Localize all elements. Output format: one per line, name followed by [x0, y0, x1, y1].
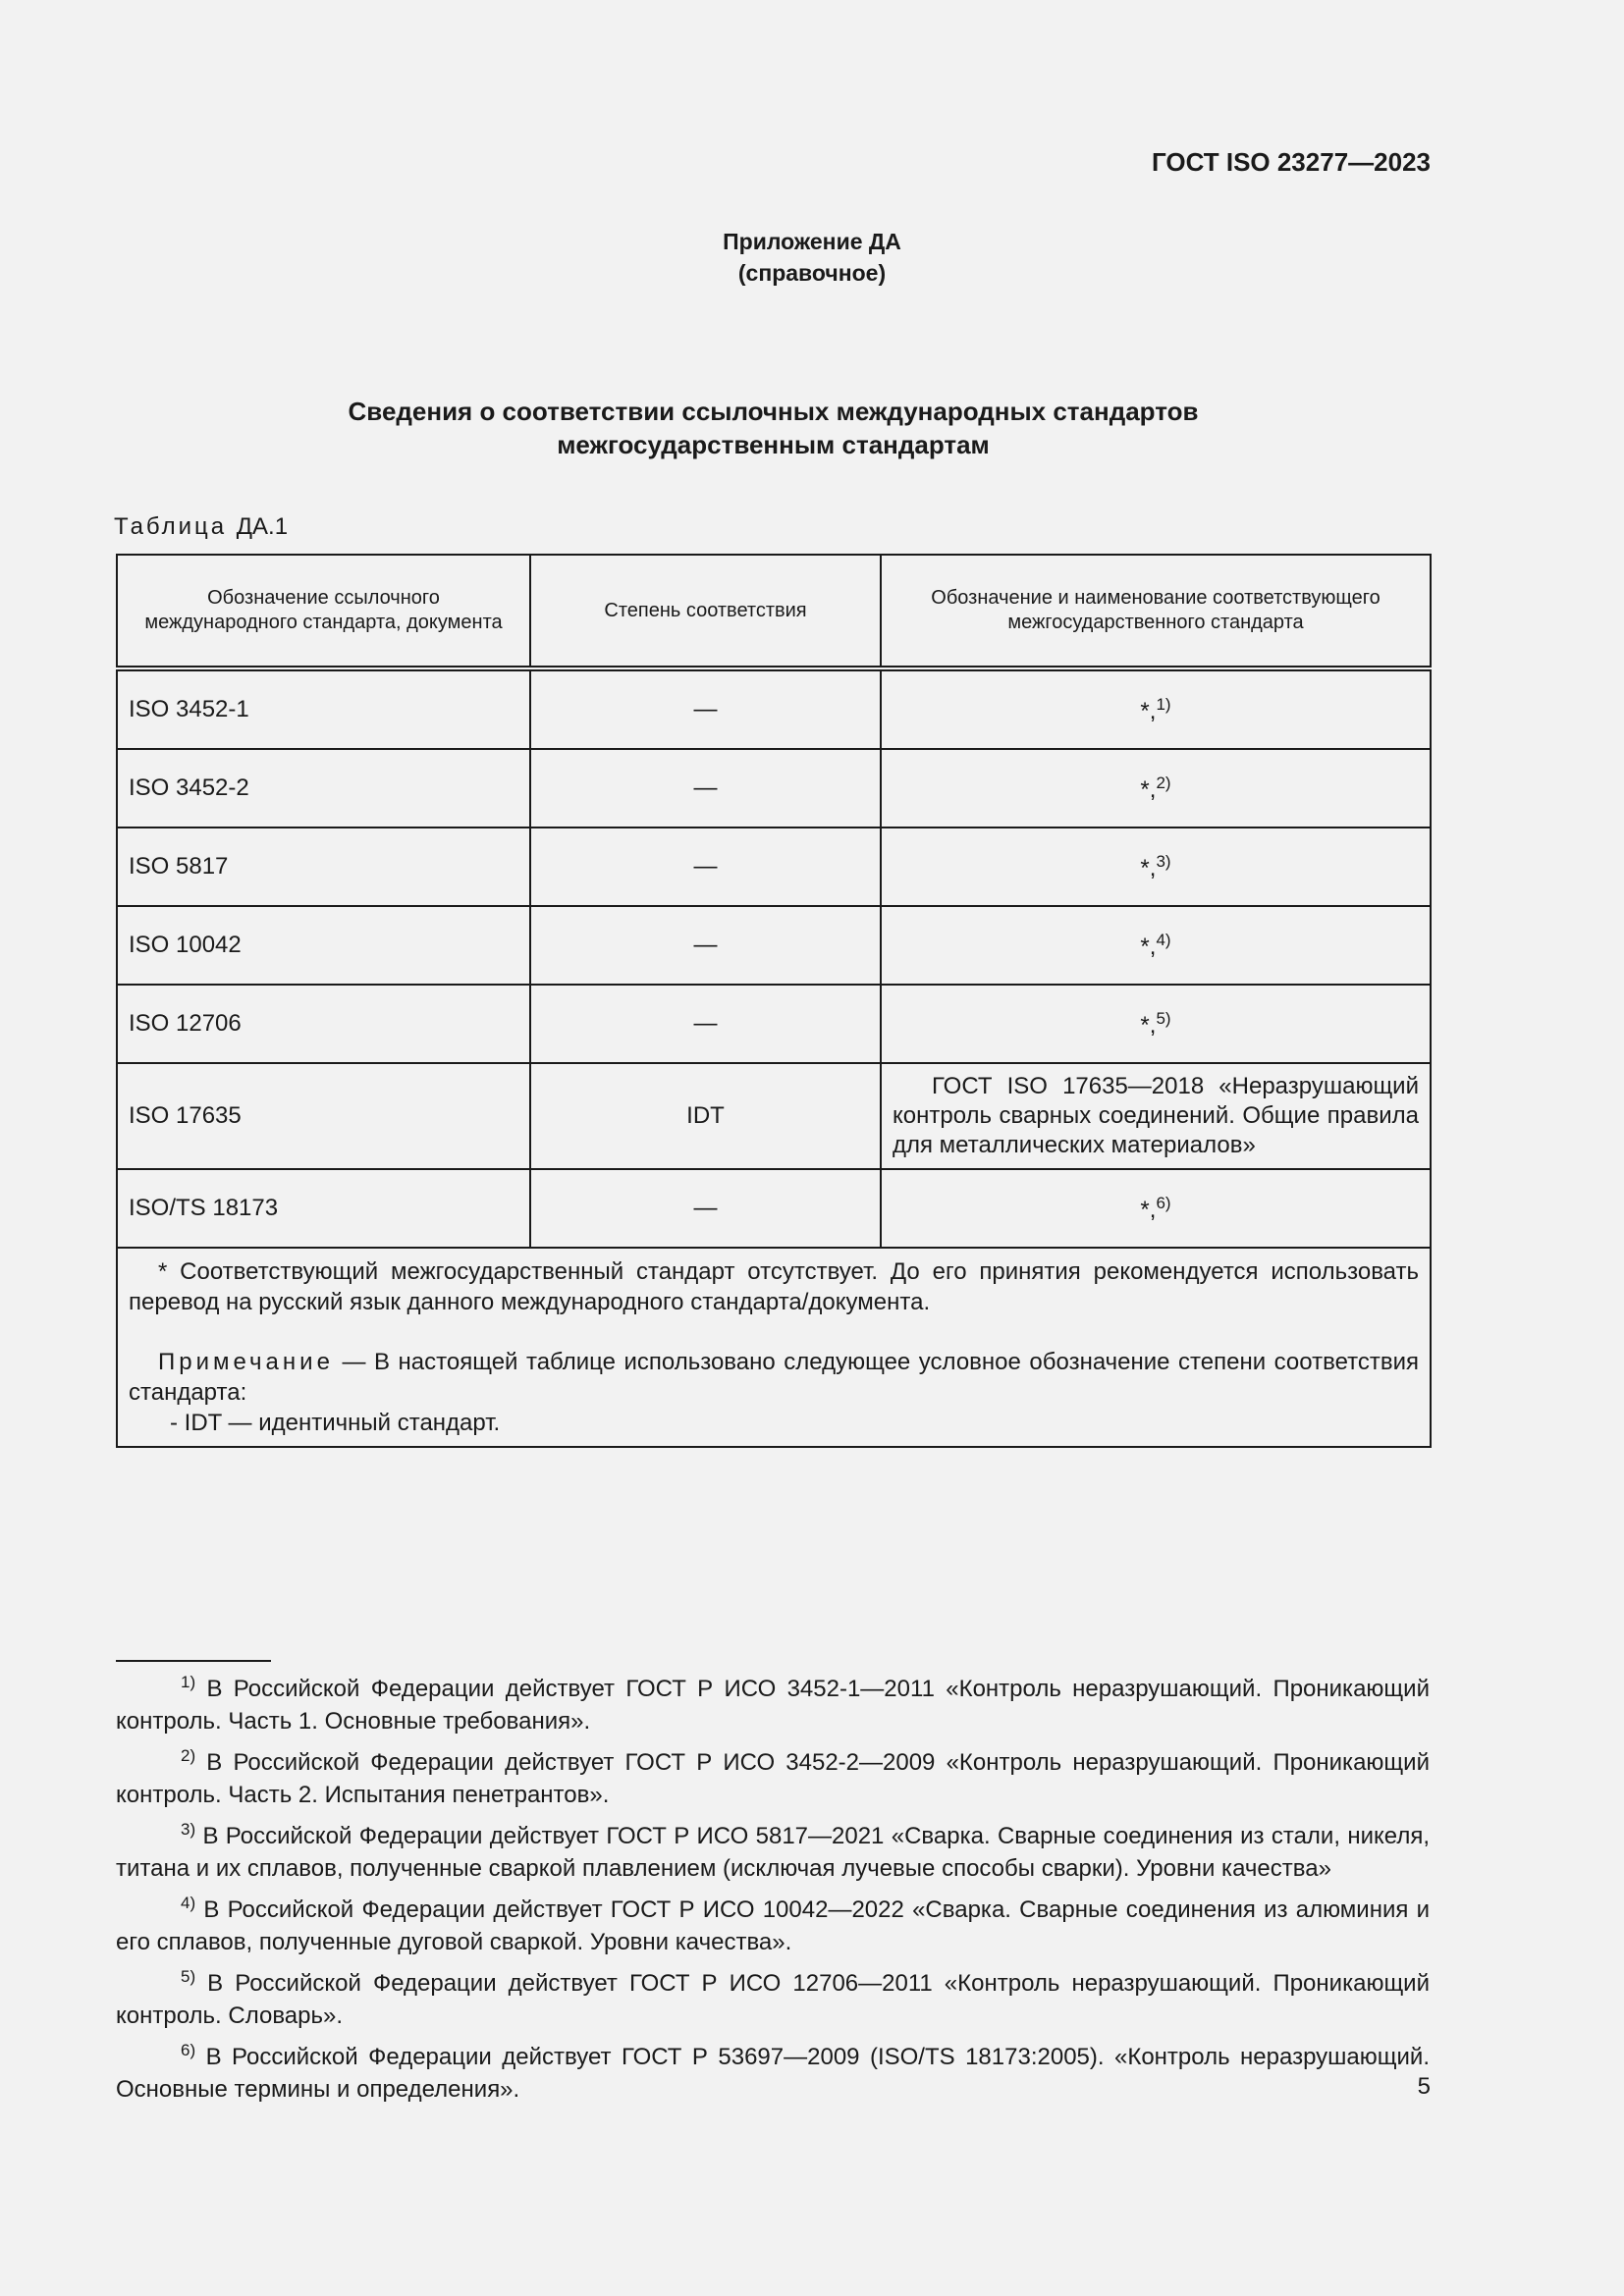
- footnote-text: В Российской Федерации действует ГОСТ Р ИСО 12706—2011 «Контроль неразрушающий. Проникающий контроль. Словарь».: [116, 1970, 1430, 2029]
- header-reference-standard: Обозначение ссылочного международного стандарта, документа: [117, 555, 530, 668]
- table-row: [117, 906, 1431, 985]
- header-degree: Степень соответствия: [530, 555, 881, 668]
- cell-degree: —: [530, 985, 881, 1063]
- footnote: [116, 1960, 1430, 2032]
- note-bullet: - IDT — идентичный стандарт.: [170, 1410, 501, 1436]
- section-title-line-1: Сведения о соответствии ссылочных международных стандартов: [348, 397, 1199, 426]
- cell-national: [881, 828, 1431, 906]
- footnote: [116, 1887, 1430, 1958]
- note-asterisk: * Соответствующий межгосударственный стандарт отсутствует. До его принятия рекомендуется использовать перевод на русский язык данного международного стандарта/документа.: [129, 1258, 1419, 1315]
- cell-national-text: *,: [1140, 933, 1157, 960]
- annex-title: Приложение ДА: [723, 229, 901, 254]
- cell-reference: ISO 3452-2: [117, 749, 530, 828]
- note-text: — В настоящей таблице использовано следующее условное обозначение степени соответствия стандарта:: [129, 1349, 1419, 1406]
- note-label: Примечание: [158, 1349, 334, 1375]
- footnote-ref: 1): [1156, 694, 1171, 714]
- footnote-mark: 1): [181, 1673, 196, 1691]
- note-paragraph: [129, 1347, 1419, 1408]
- footnote-mark: 6): [181, 2041, 196, 2059]
- cell-degree: —: [530, 749, 881, 828]
- footnote-mark: 5): [181, 1967, 196, 1986]
- footnote-separator: [116, 1660, 271, 1662]
- cell-national-text: *,: [1140, 854, 1157, 881]
- annex-subtitle: (справочное): [737, 260, 887, 286]
- table-row: [117, 749, 1431, 828]
- footnote-mark: 4): [181, 1894, 196, 1912]
- cell-national: [881, 1169, 1431, 1248]
- footnote: [116, 1739, 1430, 1811]
- footnote-ref: 5): [1156, 1008, 1171, 1028]
- cell-degree: —: [530, 1169, 881, 1248]
- cell-degree: —: [530, 668, 881, 749]
- footnote-ref: 6): [1156, 1193, 1171, 1212]
- cell-reference: ISO 5817: [117, 828, 530, 906]
- section-title-line-2: межгосударственным стандартам: [557, 430, 990, 459]
- table-row: [117, 668, 1431, 749]
- footnote-text: В Российской Федерации действует ГОСТ Р 53697—2009 (ISO/TS 18173:2005). «Контроль неразрушающий. Основные термины и определения».: [116, 2044, 1430, 2103]
- cell-national-text: *,: [1140, 697, 1157, 724]
- cell-degree: —: [530, 906, 881, 985]
- table-notes: [117, 1248, 1431, 1447]
- cell-reference: ISO 12706: [117, 985, 530, 1063]
- cell-national: [881, 749, 1431, 828]
- cell-national-text: *,: [1140, 775, 1157, 803]
- cell-national: [881, 668, 1431, 749]
- footnote: [116, 2034, 1430, 2106]
- cell-degree: IDT: [530, 1063, 881, 1169]
- correspondence-table: [116, 554, 1432, 1448]
- table-label: [114, 513, 288, 541]
- table-label-number: ДА.1: [236, 513, 289, 540]
- table-row: [117, 985, 1431, 1063]
- footnote-text: В Российской Федерации действует ГОСТ Р ИСО 3452-1—2011 «Контроль неразрушающий. Проникающий контроль. Часть 1. Основные требования».: [116, 1676, 1430, 1735]
- header-national-standard: Обозначение и наименование соответствующего межгосударственного стандарта: [881, 555, 1431, 668]
- cell-national-text: *,: [1140, 1196, 1157, 1223]
- footnote-mark: 3): [181, 1820, 196, 1839]
- cell-national: [881, 985, 1431, 1063]
- cell-degree: —: [530, 828, 881, 906]
- annex-heading: [0, 226, 1624, 289]
- footnote-text: В Российской Федерации действует ГОСТ Р ИСО 10042—2022 «Сварка. Сварные соединения из алюминия и его сплавов, полученные дуговой сваркой. Уровни качества».: [116, 1896, 1430, 1955]
- cell-national: ГОСТ ISO 17635—2018 «Неразрушающий контроль сварных соединений. Общие правила для металлических материалов»: [881, 1063, 1431, 1169]
- cell-reference: ISO 10042: [117, 906, 530, 985]
- footnote-ref: 2): [1156, 773, 1171, 792]
- footnote: [116, 1666, 1430, 1737]
- table-row: [117, 1169, 1431, 1248]
- table-label-prefix: Таблица: [114, 513, 228, 540]
- footnote-mark: 2): [181, 1746, 196, 1765]
- section-title: [0, 395, 1546, 461]
- cell-reference: ISO 17635: [117, 1063, 530, 1169]
- table-header-row: [117, 555, 1431, 668]
- table-notes-row: [117, 1248, 1431, 1447]
- footnotes: [116, 1666, 1430, 2108]
- cell-national-text: *,: [1140, 1011, 1157, 1039]
- table-row: [117, 828, 1431, 906]
- footnote-ref: 4): [1156, 930, 1171, 949]
- document-code: ГОСТ ISO 23277—2023: [1151, 147, 1431, 177]
- table-row: [117, 1063, 1431, 1169]
- cell-reference: ISO 3452-1: [117, 668, 530, 749]
- footnote-text: В Российской Федерации действует ГОСТ Р ИСО 5817—2021 «Сварка. Сварные соединения из стали, никеля, титана и их сплавов, полученные сваркой плавлением (исключая лучевые способы сварки). Уровни качества»: [116, 1823, 1430, 1882]
- footnote: [116, 1813, 1430, 1885]
- cell-national: [881, 906, 1431, 985]
- cell-reference: ISO/TS 18173: [117, 1169, 530, 1248]
- page-number: 5: [1417, 2073, 1431, 2100]
- footnote-text: В Российской Федерации действует ГОСТ Р ИСО 3452-2—2009 «Контроль неразрушающий. Проникающий контроль. Часть 2. Испытания пенетрантов».: [116, 1749, 1430, 1808]
- footnote-ref: 3): [1156, 851, 1171, 871]
